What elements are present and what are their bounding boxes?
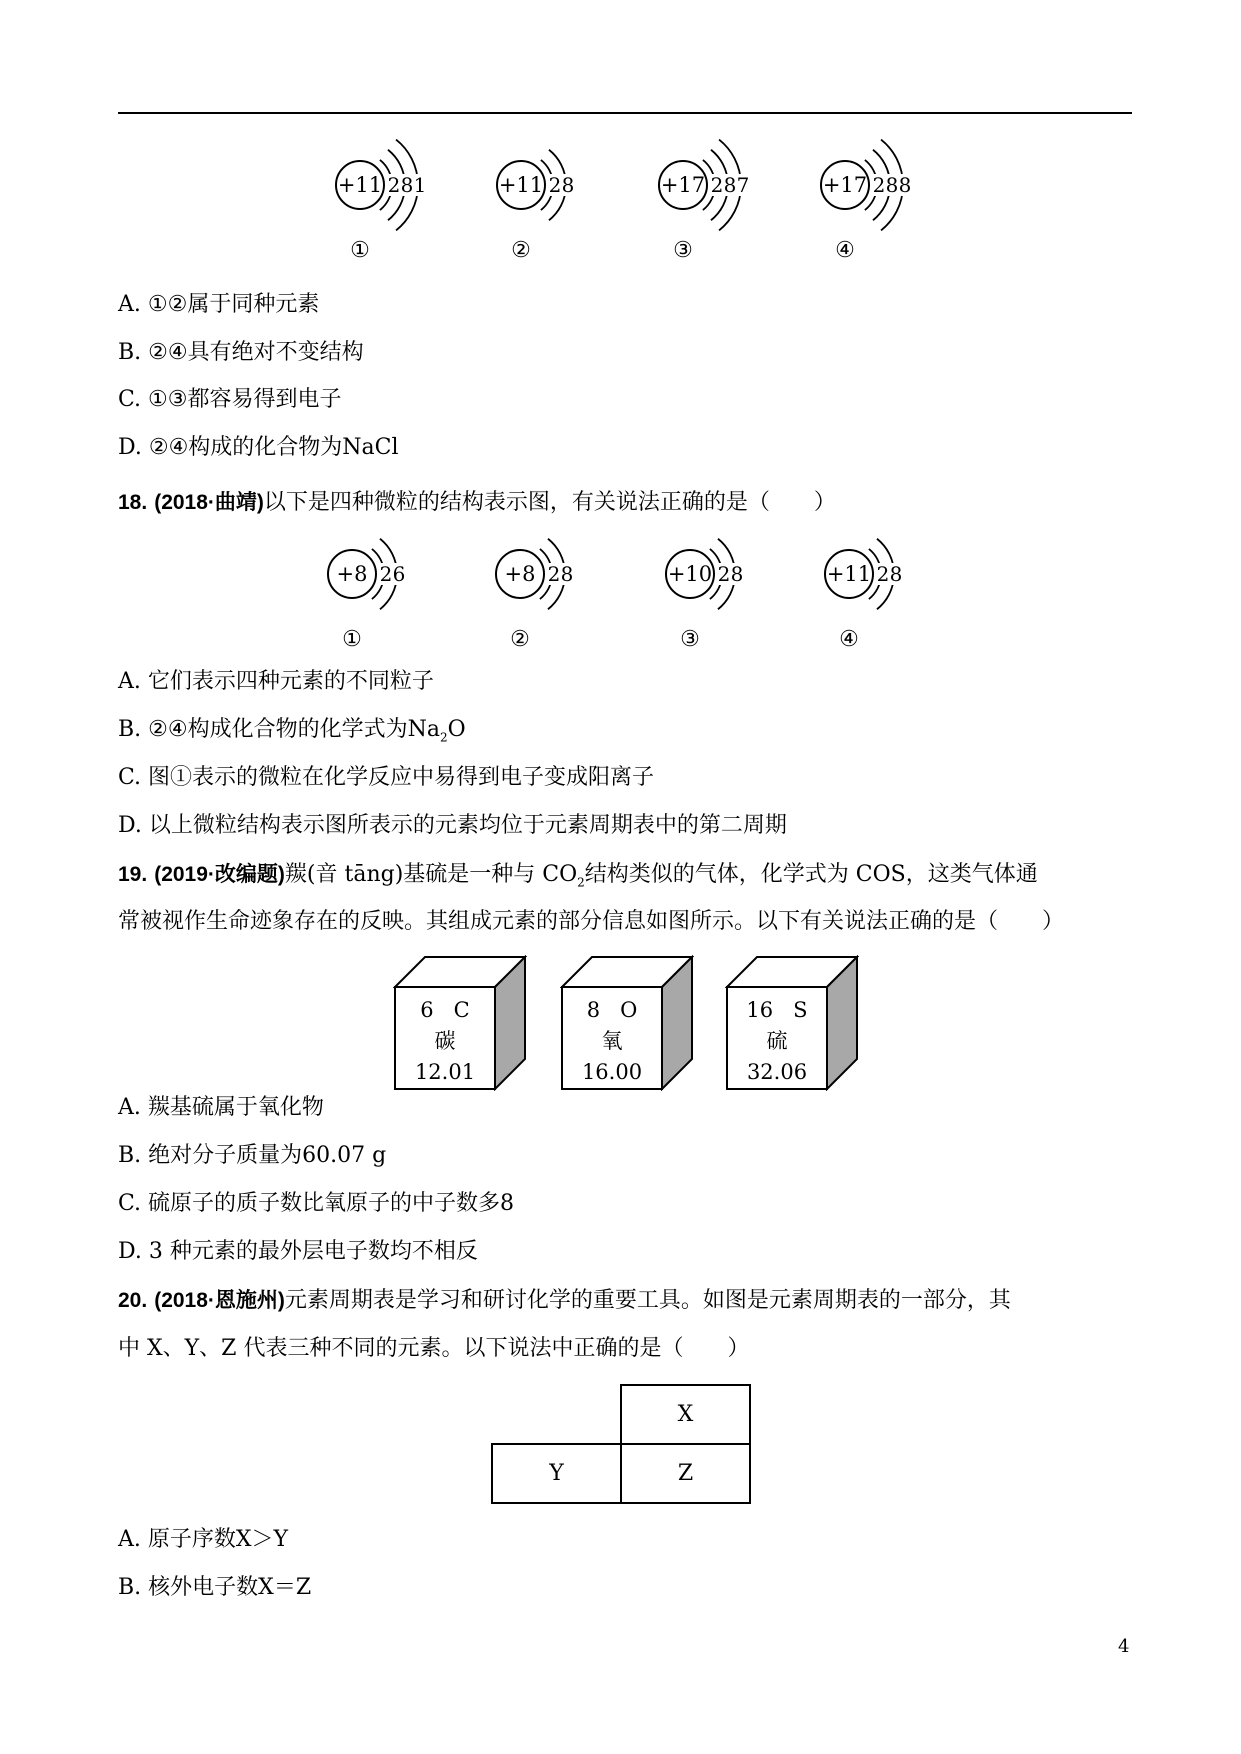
q18-option-a: A. 它们表示四种元素的不同粒子 <box>118 669 434 694</box>
q17-atom-4 <box>815 125 965 245</box>
element-name: 硫 <box>766 1029 788 1053</box>
q18-atom-1 <box>322 514 472 634</box>
q20-stem-line1: 20. (2018·恩施州)元素周期表是学习和研讨化学的重要工具。如图是元素周期表的一部分，其 <box>118 1288 1011 1313</box>
periodic-cell-z: Z <box>620 1443 751 1504</box>
q18-atom-label-2: ② <box>510 627 530 652</box>
periodic-cell-y: Y <box>491 1443 622 1504</box>
nucleus-charge: +11 <box>826 562 872 586</box>
element-number-symbol: 6 C <box>420 998 470 1022</box>
nucleus-charge: +10 <box>667 562 713 586</box>
q17-option-d: D. ②④构成的化合物为NaCl <box>118 435 399 460</box>
element-tile-c <box>393 955 527 1091</box>
electron-count: 2 <box>548 173 562 197</box>
electron-count: 8 <box>560 562 574 586</box>
q18-atom-3 <box>660 514 810 634</box>
electron-count: 2 <box>717 562 731 586</box>
electron-count: 8 <box>898 173 912 197</box>
q19-option-d: D. 3 种元素的最外层电子数均不相反 <box>118 1239 478 1264</box>
q18-atom-label-1: ① <box>342 627 362 652</box>
q18-option-b: B. ②④构成化合物的化学式为$Na_2O$ <box>118 717 466 745</box>
electron-count: 2 <box>710 173 724 197</box>
q19-option-c: C. 硫原子的质子数比氧原子的中子数多8 <box>118 1191 515 1216</box>
electron-count: 8 <box>730 562 744 586</box>
q17-atom-label-1: ① <box>350 238 370 263</box>
element-tile-o <box>560 955 694 1091</box>
q18-atom-2 <box>490 514 640 634</box>
element-name: 氧 <box>601 1029 623 1053</box>
q18-stem-text: 以下是四种微粒的结构表示图，有关说法正确的是（ ） <box>263 490 836 515</box>
q19-option-a: A. 羰基硫属于氧化物 <box>118 1095 324 1120</box>
q20-option-a: A. 原子序数X＞Y <box>118 1527 289 1552</box>
electron-count: 6 <box>392 562 406 586</box>
electron-count: 8 <box>723 173 737 197</box>
q18-option-d: D. 以上微粒结构表示图所表示的元素均位于元素周期表中的第二周期 <box>118 813 787 838</box>
q17-atom-label-2: ② <box>511 238 531 263</box>
q19-stem-line2: 常被视作生命迹象存在的反映。其组成元素的部分信息如图所示。以下有关说法正确的是（ ） <box>118 909 1065 934</box>
q19-number: 19. <box>118 863 148 886</box>
nucleus-charge: +11 <box>337 173 383 197</box>
electron-count: 7 <box>736 173 750 197</box>
element-mass: 16.00 <box>581 1060 643 1084</box>
element-tile-s <box>725 955 859 1091</box>
q18-number: 18. <box>118 491 148 514</box>
electron-count: 2 <box>379 562 393 586</box>
element-mass: 12.01 <box>414 1060 476 1084</box>
element-name: 碳 <box>434 1029 456 1053</box>
q18-atom-4 <box>819 514 969 634</box>
electron-count: 8 <box>400 173 414 197</box>
q18-atom-label-3: ③ <box>680 627 700 652</box>
q17-atom-label-3: ③ <box>673 238 693 263</box>
q17-atom-2 <box>491 125 641 245</box>
q19-source: (2019·改编题) <box>154 863 285 886</box>
q18-source: (2018·曲靖) <box>154 491 264 514</box>
nucleus-charge: +17 <box>822 173 868 197</box>
element-number-symbol: 16 S <box>746 998 808 1022</box>
header-rule <box>118 112 1132 114</box>
q18-atom-label-4: ④ <box>839 627 859 652</box>
q17-option-b: B. ②④具有绝对不变结构 <box>118 340 364 365</box>
element-number-symbol: 8 O <box>586 998 638 1022</box>
nucleus-charge: +8 <box>504 562 536 586</box>
electron-count: 2 <box>387 173 401 197</box>
nucleus-charge: +17 <box>660 173 706 197</box>
page-number: 4 <box>1118 1636 1130 1657</box>
q17-atom-label-4: ④ <box>835 238 855 263</box>
q20-source: (2018·恩施州) <box>154 1289 285 1312</box>
q17-option-a: A. ①②属于同种元素 <box>118 292 320 317</box>
q17-option-c: C. ①③都容易得到电子 <box>118 387 342 412</box>
q19-option-b: B. 绝对分子质量为60.07 g <box>118 1143 387 1168</box>
q20-stem-line2: 中 X、Y、Z 代表三种不同的元素。以下说法中正确的是（ ） <box>118 1336 750 1361</box>
q19-stem-line1: 19. (2019·改编题)羰(音 tāng)基硫是一种与 $CO_2$结构类似的气体，化学式为 COS，这类气体通 <box>118 862 1038 890</box>
q18-option-c: C. 图①表示的微粒在化学反应中易得到电子变成阳离子 <box>118 765 655 790</box>
q17-atom-1 <box>330 125 480 245</box>
nucleus-charge: +11 <box>498 173 544 197</box>
electron-count: 2 <box>547 562 561 586</box>
nucleus-charge: +8 <box>336 562 368 586</box>
element-mass: 32.06 <box>746 1060 808 1084</box>
q17-atom-3 <box>653 125 803 245</box>
q20-number: 20. <box>118 1289 148 1312</box>
electron-count: 1 <box>413 173 427 197</box>
electron-count: 8 <box>889 562 903 586</box>
periodic-cell-x: X <box>620 1384 751 1445</box>
electron-count: 8 <box>561 173 575 197</box>
electron-count: 8 <box>885 173 899 197</box>
electron-count: 2 <box>876 562 890 586</box>
electron-count: 2 <box>872 173 886 197</box>
q20-option-b: B. 核外电子数X＝Z <box>118 1575 312 1600</box>
